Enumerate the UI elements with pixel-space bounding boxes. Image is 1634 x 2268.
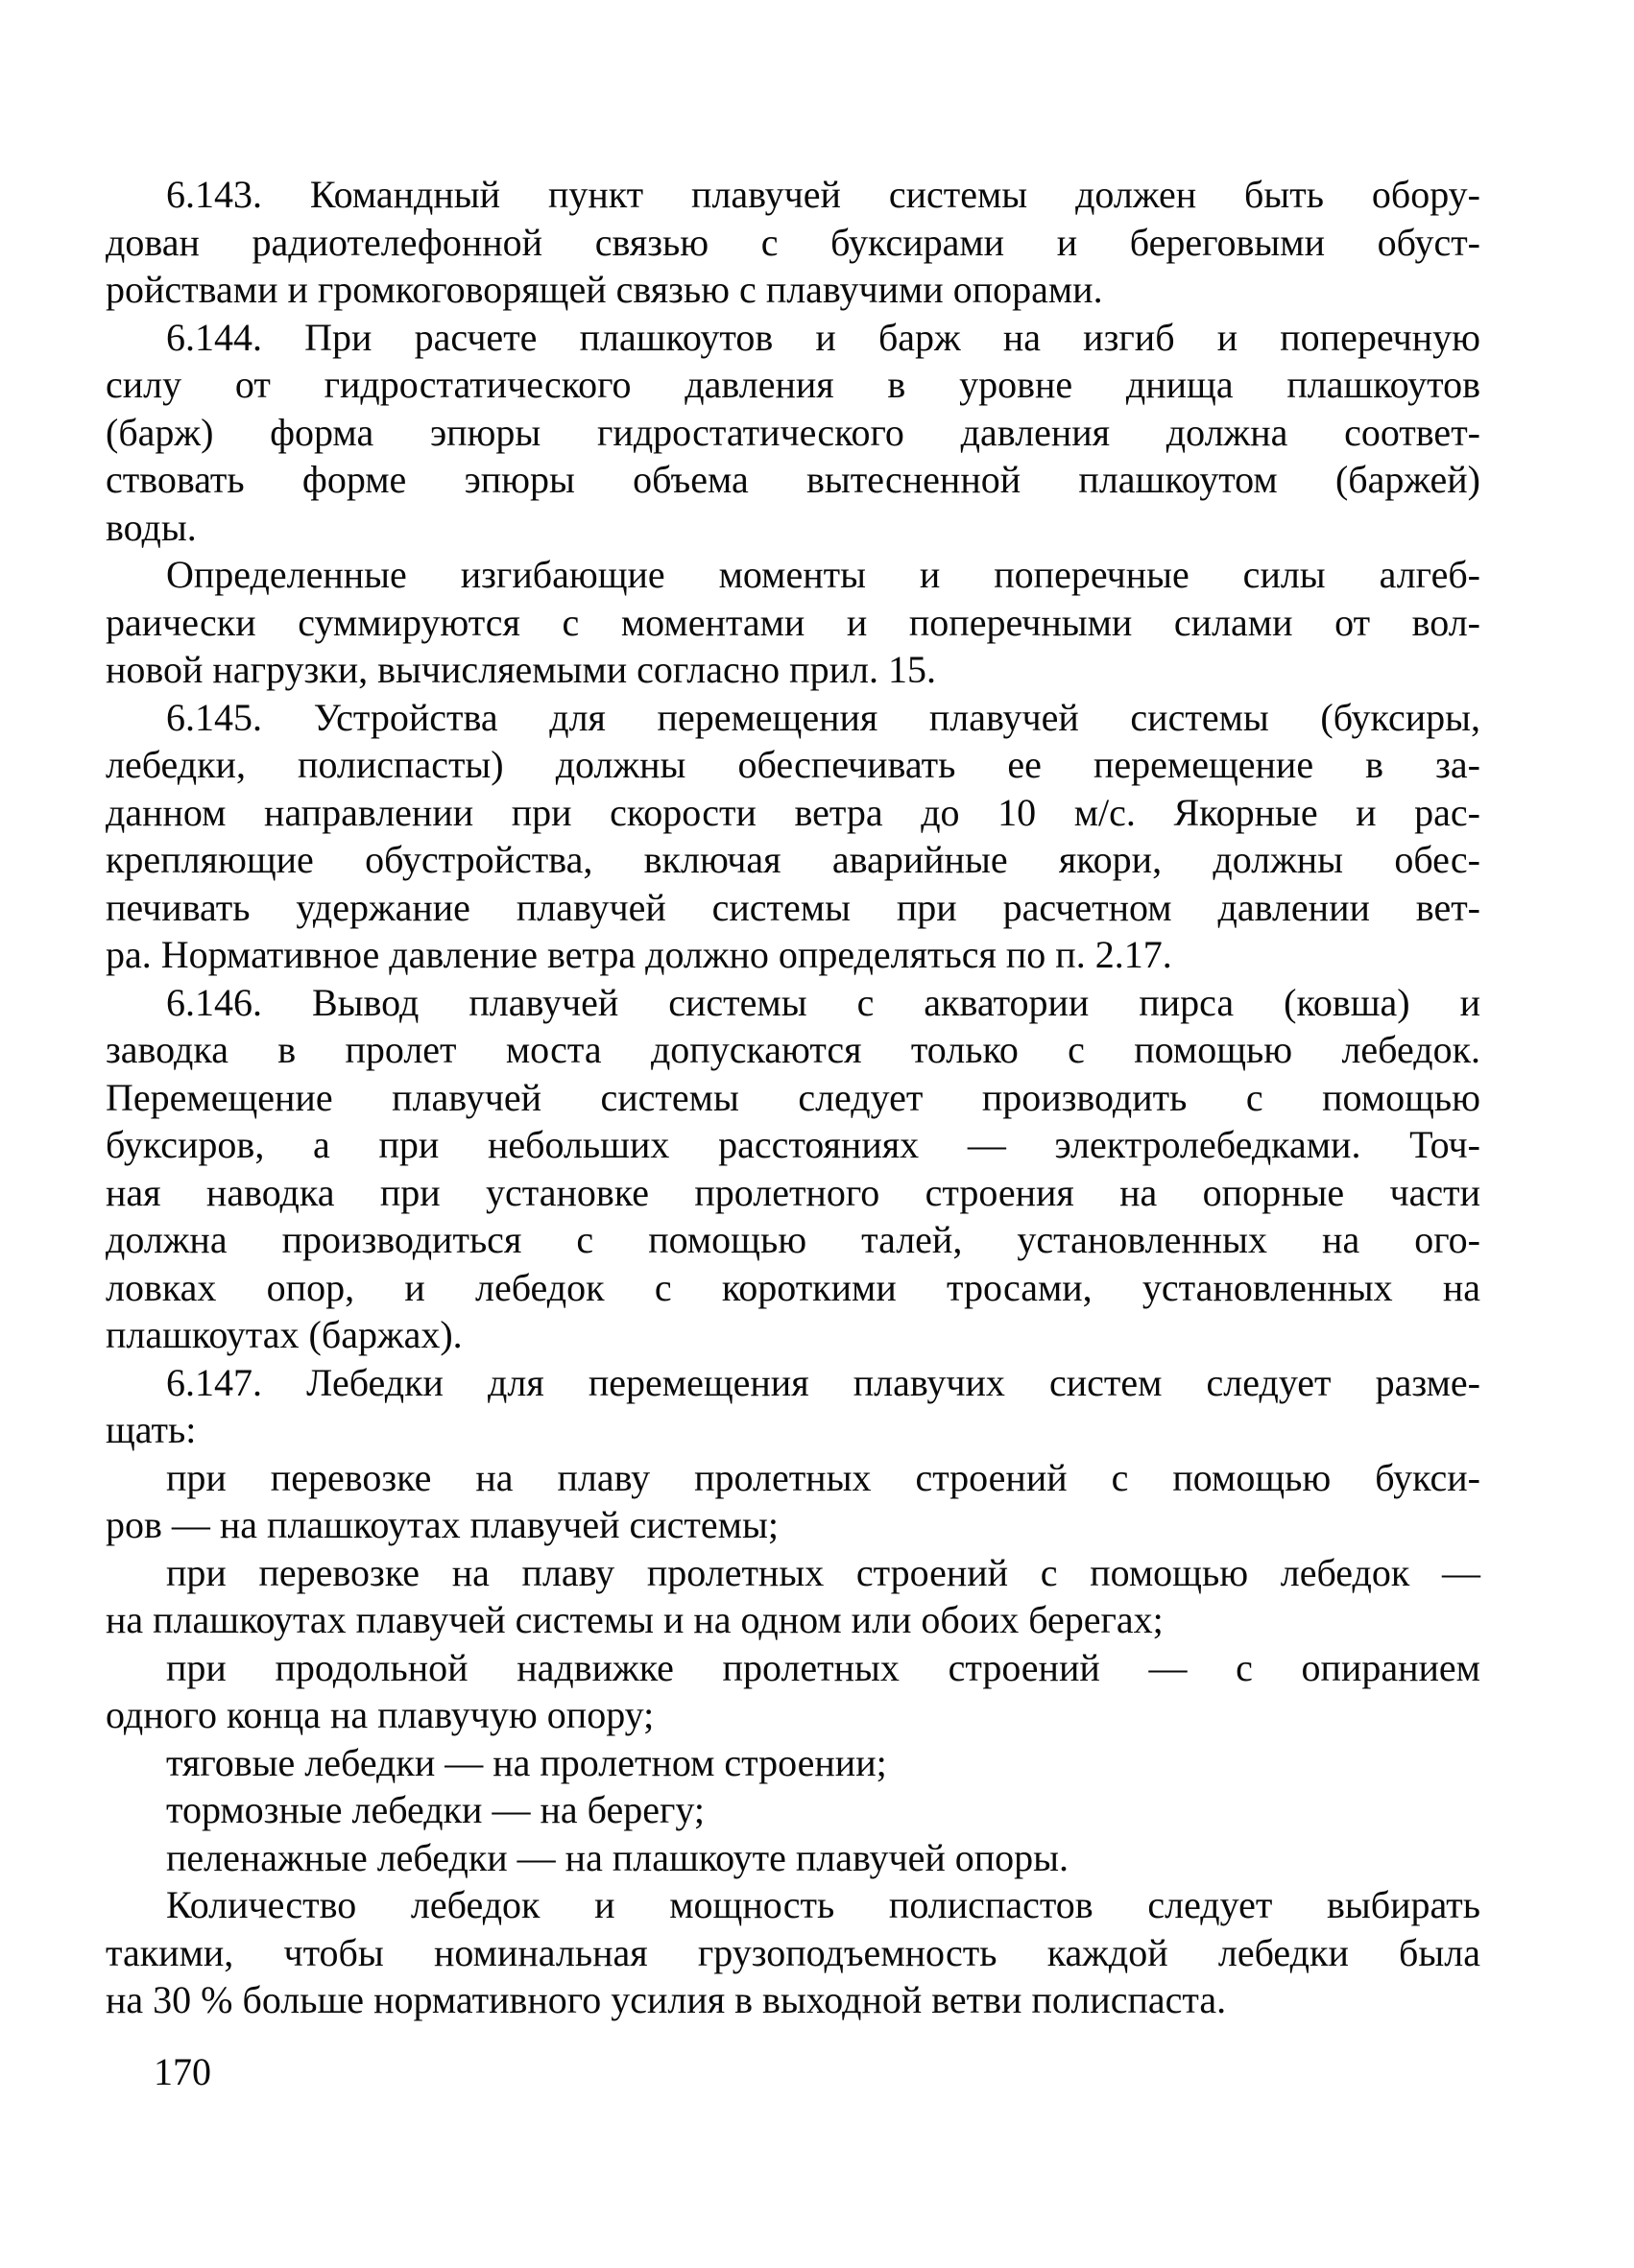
paragraph [106, 1454, 1480, 1549]
text-line: силу от гидростатического давления в уровне днища плашкоутов [106, 363, 1480, 406]
paragraph [106, 314, 1480, 552]
text-line: при перевозке на плаву пролетных строений с помощью лебедок — [166, 1550, 1480, 1594]
text-line: 6.144. При расчете плашкоутов и барж на изгиб и поперечную [166, 315, 1480, 359]
text-line: буксиров, а при небольших расстояниях — электролебедками. Точ- [106, 1123, 1480, 1166]
text-line: одного конца на плавучую опору; [106, 1693, 655, 1736]
paragraph [106, 1834, 1480, 1882]
text-line: (барж) форма эпюры гидростатического давления должна соответ- [106, 410, 1480, 454]
paragraph [106, 1739, 1480, 1787]
text-line: новой нагрузки, вычисляемыми согласно прил. 15. [106, 648, 936, 691]
text-line: лебедки, полиспасты) должны обеспечивать ее перемещение в за- [106, 743, 1480, 786]
paragraph [106, 694, 1480, 979]
text-line: Определенные изгибающие моменты и поперечные силы алгеб- [166, 553, 1480, 596]
text-line: крепляющие обустройства, включая аварийные якори, должны обес- [106, 838, 1480, 881]
paragraph [106, 551, 1480, 694]
text-line: пеленажные лебедки — на плашкоуте плавучей опоры. [166, 1835, 1069, 1879]
text-line: должна производиться с помощью талей, установленных на ого- [106, 1218, 1480, 1261]
paragraph [106, 1786, 1480, 1834]
text-line: ная наводка при установке пролетного строения на опорные части [106, 1170, 1480, 1214]
text-line: Перемещение плавучей системы следует производить с помощью [106, 1075, 1480, 1119]
text-line: на плашкоутах плавучей системы и на одном или обоих берегах; [106, 1598, 1164, 1641]
text-line: при продольной надвижке пролетных строений — с опиранием [166, 1645, 1480, 1689]
text-line: ловках опор, и лебедок с короткими тросами, установленных на [106, 1265, 1480, 1309]
text-line: тормозные лебедки — на берегу; [166, 1788, 705, 1831]
text-line: тяговые лебедки — на пролетном строении; [166, 1740, 887, 1784]
text-line: дован радиотелефонной связью с буксирами и береговыми обуст- [106, 220, 1480, 264]
text-line: воды. [106, 505, 197, 549]
text-line: 6.145. Устройства для перемещения плавучей системы (буксиры, [166, 695, 1480, 739]
paragraph [106, 1549, 1480, 1644]
text-line: 6.143. Командный пункт плавучей системы должен быть обору- [166, 173, 1480, 216]
text-line: раически суммируются с моментами и поперечными силами от вол- [106, 600, 1480, 644]
text-line: 6.147. Лебедки для перемещения плавучих систем следует разме- [166, 1360, 1480, 1404]
paragraph [106, 1881, 1480, 2024]
text-line: Количество лебедок и мощность полиспастов следует выбирать [166, 1883, 1480, 1926]
paragraph [106, 1644, 1480, 1739]
page-number: 170 [154, 2050, 211, 2093]
text-line: такими, чтобы номинальная грузоподъемность каждой лебедки была [106, 1930, 1480, 1974]
text-line: ров — на плашкоутах плавучей системы; [106, 1503, 779, 1546]
paragraph [106, 979, 1480, 1359]
text-line: данном направлении при скорости ветра до 10 м/с. Якорные и рас- [106, 790, 1480, 834]
text-line: щать: [106, 1408, 197, 1451]
paragraph [106, 171, 1480, 314]
paragraph [106, 1359, 1480, 1454]
text-line: печивать удержание плавучей системы при расчетном давлении вет- [106, 885, 1480, 929]
text-line: ройствами и громкоговорящей связью с плавучими опорами. [106, 268, 1103, 311]
text-line: ствовать форме эпюры объема вытесненной плашкоутом (баржей) [106, 458, 1480, 501]
text-block [106, 171, 1480, 2024]
text-line: ра. Нормативное давление ветра должно определяться по п. 2.17. [106, 933, 1172, 976]
text-line: 6.146. Вывод плавучей системы с акватории пирса (ковша) и [166, 980, 1480, 1024]
text-line: заводка в пролет моста допускаются только с помощью лебедок. [106, 1028, 1480, 1071]
text-line: на 30 % больше нормативного усилия в выходной ветви полиспаста. [106, 1978, 1227, 2021]
text-line: при перевозке на плаву пролетных строений с помощью букси- [166, 1455, 1480, 1499]
text-line: плашкоутах (баржах). [106, 1313, 463, 1356]
